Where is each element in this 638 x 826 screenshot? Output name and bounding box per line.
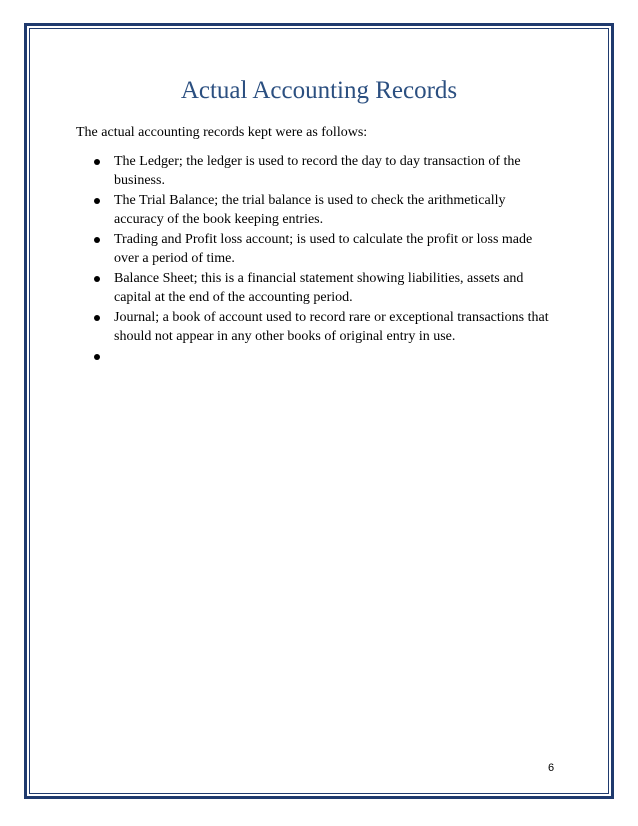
bullet-icon <box>94 315 100 321</box>
list-item <box>92 308 552 346</box>
bullet-icon <box>94 237 100 243</box>
list-item <box>92 269 552 307</box>
list-item-text: The Ledger; the ledger is used to record the day to day transaction of the business. <box>114 154 521 188</box>
page-title: Actual Accounting Records <box>180 77 458 104</box>
page-border-inner <box>29 28 609 794</box>
bullet-list <box>92 152 552 367</box>
page-number: 6 <box>548 762 555 774</box>
intro-paragraph: The actual accounting records kept were as follows: <box>76 125 368 140</box>
list-item <box>92 230 552 268</box>
bullet-icon <box>94 198 100 204</box>
list-item-text: The Trial Balance; the trial balance is used to check the arithmetically accuracy of the book keeping entries. <box>114 193 506 227</box>
bullet-icon <box>94 159 100 165</box>
list-item-text: Journal; a book of account used to record rare or exceptional transactions that should not appear in any other books of original entry in use. <box>114 310 549 344</box>
list-item-text <box>114 347 552 366</box>
list-item-text: Trading and Profit loss account; is used to calculate the profit or loss made over a period of time. <box>114 232 533 266</box>
bullet-icon <box>94 354 100 360</box>
list-item-text: Balance Sheet; this is a financial statement showing liabilities, assets and capital at the end of the accounting period. <box>114 271 524 305</box>
list-item <box>92 191 552 229</box>
list-item <box>92 152 552 190</box>
bullet-icon <box>94 276 100 282</box>
list-item-empty <box>92 347 552 366</box>
